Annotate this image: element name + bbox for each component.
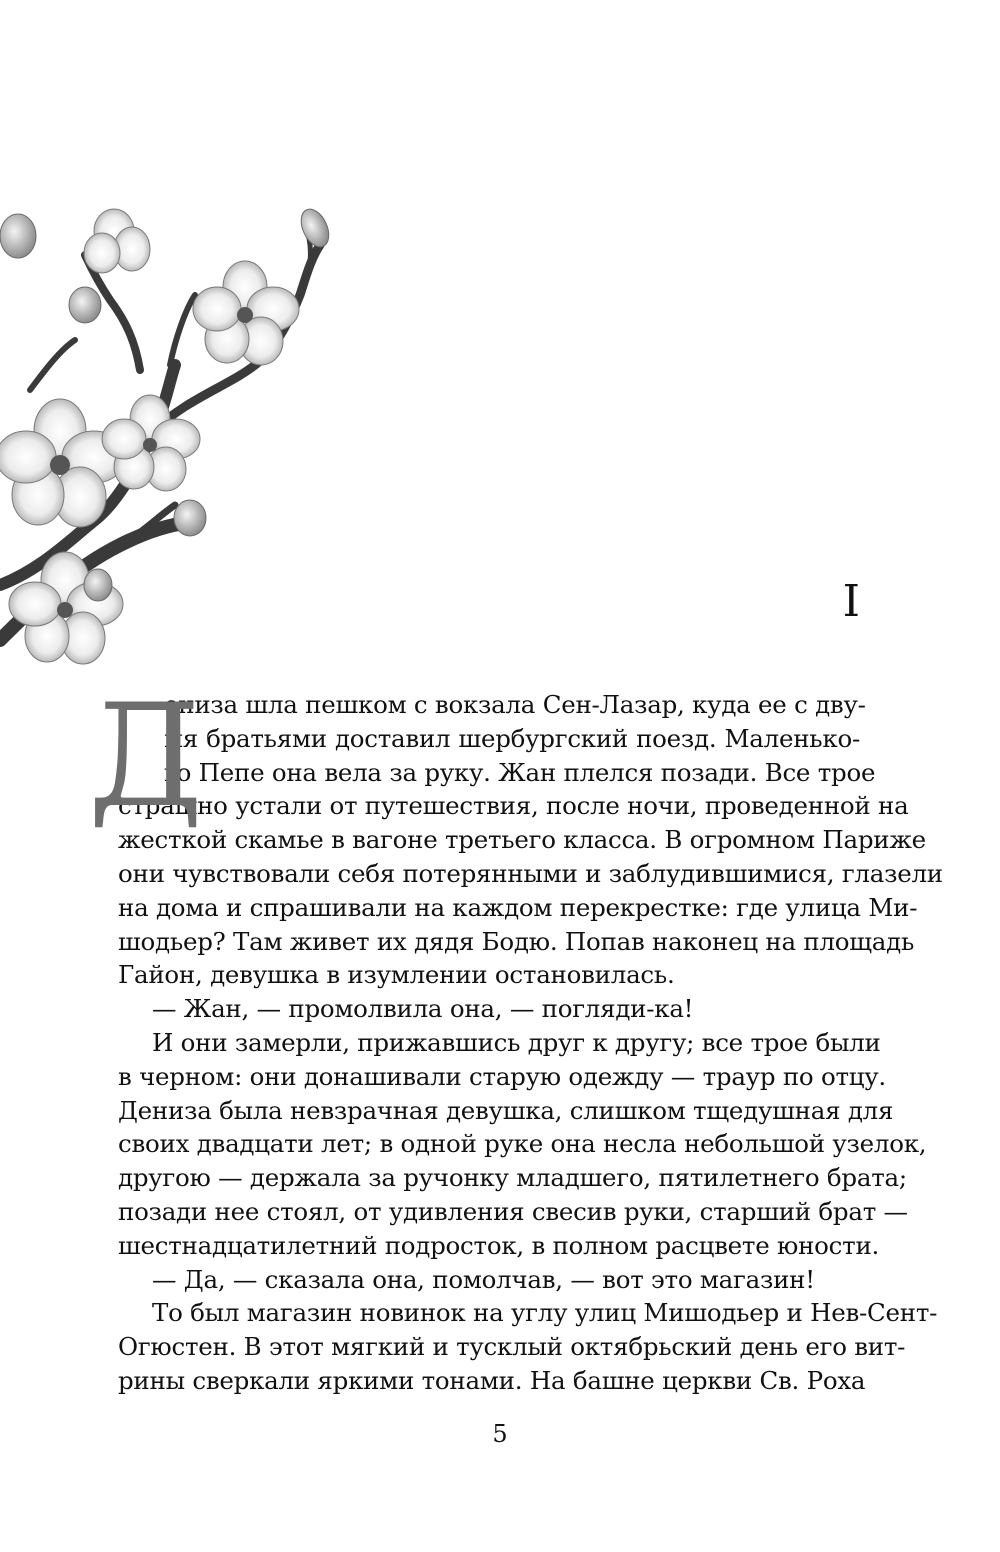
text-line: — Жан, — промолвила она, — погляди-ка!: [152, 994, 694, 1024]
drop-cap: Д: [88, 674, 204, 839]
paragraph: [118, 992, 860, 1026]
text-line: Дениза была невзрачная девушка, слишком тщедушная для: [118, 1095, 894, 1125]
cherry-blossom-illustration: [0, 200, 360, 690]
flower: [193, 261, 299, 365]
text-line: мя братьями доставил шербургский поезд. Маленько-: [164, 723, 860, 753]
text-line: страшно устали от путешествия, после ночи, проведенной на: [118, 791, 909, 821]
text-line: на дома и спрашивали на каждом перекрестке: где улица Ми-: [118, 892, 918, 922]
text-line: ениза шла пешком с вокзала Сен-Лазар, куда ее с дву-: [164, 690, 866, 719]
paragraph: [118, 1263, 860, 1297]
paragraph: [118, 688, 943, 992]
text-line: позади нее стоял, от удивления свесив руки, старший брат —: [118, 1196, 908, 1226]
paragraph: [118, 1026, 927, 1263]
text-line: го Пепе она вела за руку. Жан плелся позади. Все трое: [164, 757, 876, 787]
chapter-number: I: [842, 576, 860, 627]
text-line: жесткой скамье в вагоне третьего класса. В огромном Париже: [118, 825, 926, 855]
text-line: в черном: они донашивали старую одежду — траур по отцу.: [118, 1061, 886, 1091]
text-line: То был магазин новинок на углу улиц Мишодьер и Нев-Сент-: [152, 1298, 938, 1328]
text-line: они чувствовали себя потерянными и заблудившимися, глазели: [118, 858, 943, 888]
text-line: шестнадцатилетний подросток, в полном расцвете юности.: [118, 1230, 880, 1260]
page-number: 5: [492, 1420, 508, 1448]
text-line: рины сверкали яркими тонами. На башне церкви Св. Роха: [118, 1365, 866, 1395]
text-line: другою — держала за ручонку младшего, пятилетнего брата;: [118, 1163, 907, 1193]
text-line: И они замерли, прижавшись друг к другу; все трое были: [152, 1027, 881, 1057]
text-line: шодьер? Там живет их дядя Бодю. Попав наконец на площадь: [118, 926, 915, 956]
paragraph: [118, 1296, 938, 1397]
text-line: — Да, — сказала она, помолчав, — вот это магазин!: [152, 1264, 815, 1294]
body-text: [88, 674, 943, 1398]
text-line: Огюстен. В этот мягкий и тусклый октябрьский день его вит-: [118, 1332, 906, 1362]
text-line: своих двадцати лет; в одной руке она несла небольшой узелок,: [118, 1129, 927, 1159]
text-line: Гайон, девушка в изумлении остановилась.: [118, 960, 675, 990]
flower: [84, 209, 150, 273]
